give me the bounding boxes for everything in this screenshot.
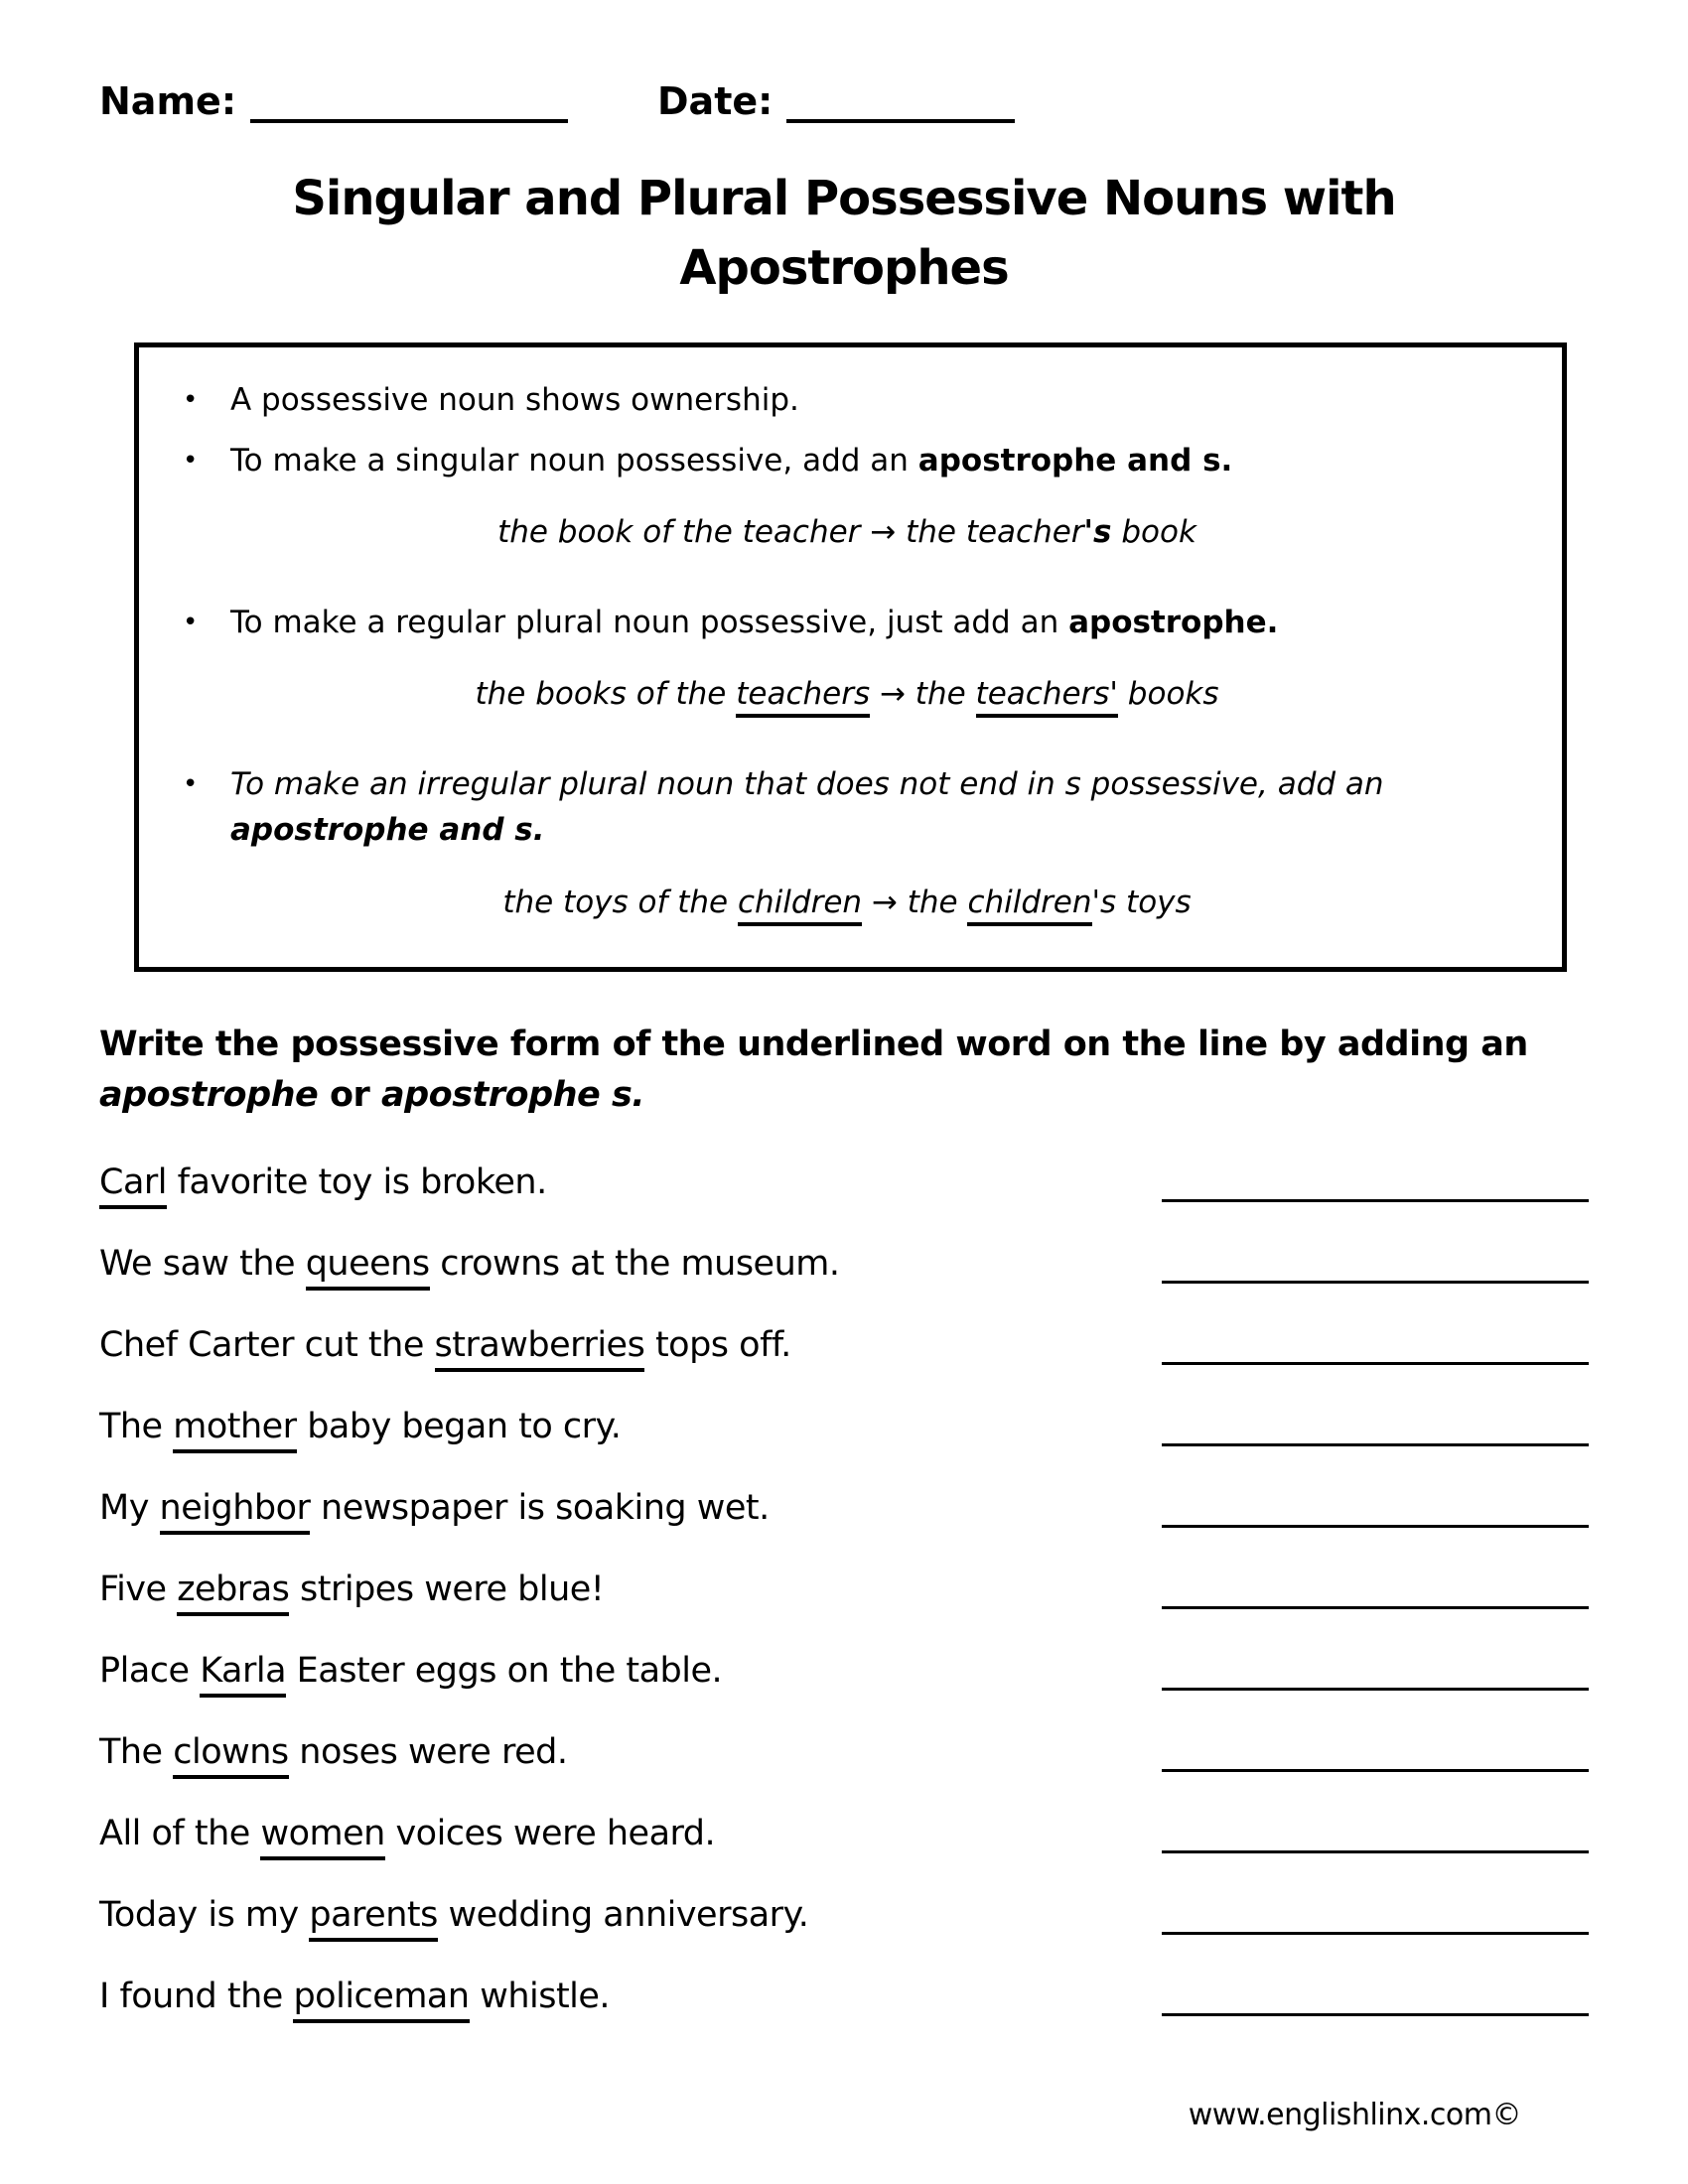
sentence-text	[99, 1732, 567, 1772]
exercise-row	[99, 1567, 1589, 1609]
underlined-word: women	[260, 1814, 384, 1860]
underlined-word: teachers	[736, 676, 870, 718]
text-segment: A possessive noun shows ownership.	[230, 382, 799, 419]
bullet-icon: •	[183, 768, 199, 799]
text-segment: Today is my	[99, 1894, 310, 1935]
text-segment: My	[99, 1487, 160, 1528]
underlined-word: parents	[309, 1895, 437, 1942]
text-segment: Write the possessive form of the underlined word on the line by adding an	[99, 1024, 1528, 1065]
exercise-row	[99, 1404, 1589, 1446]
text-segment: the books of the	[475, 676, 737, 713]
sentence-text	[99, 1162, 547, 1202]
text-segment: To make a singular noun possessive, add an	[230, 442, 918, 478]
header-row	[99, 79, 1589, 123]
exercise-list	[99, 1160, 1589, 2016]
text-segment: baby began to cry.	[296, 1406, 622, 1446]
underlined-word: queens	[306, 1244, 430, 1291]
footer-credit: www.englishlinx.com©	[1188, 2098, 1521, 2132]
text-segment: the toys of the	[502, 884, 738, 920]
text-segment: apostrophe and s.	[917, 442, 1233, 478]
sentence-text	[99, 1325, 791, 1365]
text-segment: We saw the	[99, 1243, 306, 1284]
date-label: Date:	[657, 79, 774, 123]
rule-example	[177, 880, 1517, 926]
exercise-row	[99, 1892, 1589, 1935]
underlined-word: mother	[173, 1407, 296, 1453]
answer-line[interactable]	[1162, 1892, 1589, 1935]
rule-example	[177, 671, 1517, 718]
bullet-icon: •	[183, 445, 199, 476]
text-segment: wedding anniversary.	[437, 1894, 809, 1935]
rule-text	[230, 377, 1517, 424]
text-segment: The	[99, 1406, 174, 1446]
sentence-text	[99, 1244, 840, 1284]
answer-line[interactable]	[1162, 1160, 1589, 1202]
name-field-group	[99, 79, 568, 123]
answer-line[interactable]	[1162, 1974, 1589, 2016]
underlined-word: strawberries	[435, 1325, 645, 1372]
text-segment: books	[1117, 676, 1219, 713]
text-segment: → the	[862, 884, 968, 920]
text-segment: stripes were blue!	[289, 1569, 605, 1609]
exercise-instructions	[99, 1020, 1529, 1121]
text-segment: All of the	[99, 1813, 261, 1853]
bullet-icon: •	[183, 607, 199, 637]
sentence-text	[99, 1814, 715, 1853]
text-segment: Place	[99, 1650, 201, 1691]
text-segment: 's	[1083, 514, 1112, 551]
name-input-line[interactable]	[250, 85, 568, 123]
answer-line[interactable]	[1162, 1241, 1589, 1284]
rule-text	[230, 600, 1517, 646]
sentence-text	[99, 1977, 610, 2016]
sentence-text	[99, 1407, 621, 1446]
text-segment: I found the	[99, 1976, 294, 2016]
underlined-word: Karla	[200, 1651, 286, 1698]
exercise-row	[99, 1160, 1589, 1202]
answer-line[interactable]	[1162, 1404, 1589, 1446]
page-title-line2: Apostrophes	[679, 239, 1009, 296]
text-segment: voices were heard.	[384, 1813, 716, 1853]
underlined-word: teachers'	[976, 676, 1118, 718]
text-segment: favorite toy is broken.	[167, 1161, 547, 1202]
exercise-row	[99, 1974, 1589, 2016]
text-segment: Easter eggs on the table.	[286, 1650, 723, 1691]
underlined-word: clowns	[173, 1732, 288, 1779]
rule-bullet	[177, 600, 1517, 646]
text-segment: apostrophe.	[1068, 604, 1279, 640]
sentence-text	[99, 1895, 808, 1935]
bullet-icon: •	[183, 385, 199, 416]
underlined-word: children	[738, 885, 862, 926]
rule-bullet	[177, 761, 1517, 854]
text-segment: 's toys	[1091, 884, 1192, 920]
rule-text	[230, 761, 1517, 854]
exercise-row	[99, 1485, 1589, 1528]
rule-bullet	[177, 438, 1517, 484]
text-segment: noses were red.	[288, 1731, 568, 1772]
text-segment: → the	[870, 676, 976, 713]
answer-line[interactable]	[1162, 1322, 1589, 1365]
exercise-row	[99, 1811, 1589, 1853]
text-segment: To make a regular plural noun possessive, just add an	[230, 604, 1069, 640]
text-segment: apostrophe and s.	[230, 812, 545, 849]
exercise-row	[99, 1241, 1589, 1284]
exercise-row	[99, 1648, 1589, 1691]
sentence-text	[99, 1570, 604, 1609]
exercise-row	[99, 1322, 1589, 1365]
date-field-group	[657, 79, 1015, 123]
answer-line[interactable]	[1162, 1648, 1589, 1691]
underlined-word: Carl	[99, 1162, 167, 1209]
rule-text	[230, 438, 1517, 484]
page-title-line1: Singular and Plural Possessive Nouns with	[292, 171, 1396, 226]
text-segment: The	[99, 1731, 174, 1772]
answer-line[interactable]	[1162, 1485, 1589, 1528]
text-segment: book	[1111, 514, 1196, 551]
name-label: Name:	[99, 79, 237, 123]
page-title	[99, 165, 1589, 303]
sentence-text	[99, 1651, 722, 1691]
underlined-word: children	[967, 885, 1091, 926]
text-segment: apostrophe s.	[380, 1074, 645, 1115]
rule-example	[177, 509, 1517, 556]
sentence-text	[99, 1488, 770, 1528]
text-segment: the book of the teacher → the teacher	[497, 514, 1084, 551]
answer-line[interactable]	[1162, 1567, 1589, 1609]
text-segment: or	[318, 1074, 381, 1115]
underlined-word: neighbor	[160, 1488, 311, 1535]
date-input-line[interactable]	[786, 85, 1015, 123]
text-segment: crowns at the museum.	[429, 1243, 840, 1284]
rules-box	[134, 342, 1567, 972]
rule-bullet	[177, 377, 1517, 424]
text-segment: Five	[99, 1569, 178, 1609]
text-segment: Chef Carter cut the	[99, 1324, 435, 1365]
answer-line[interactable]	[1162, 1811, 1589, 1853]
answer-line[interactable]	[1162, 1729, 1589, 1772]
text-segment: tops off.	[644, 1324, 791, 1365]
exercise-row	[99, 1729, 1589, 1772]
underlined-word: zebras	[177, 1570, 289, 1616]
underlined-word: policeman	[293, 1977, 469, 2023]
text-segment: apostrophe	[99, 1074, 319, 1115]
text-segment: whistle.	[469, 1976, 611, 2016]
text-segment: newspaper is soaking wet.	[310, 1487, 770, 1528]
text-segment: To make an irregular plural noun that does not end in s possessive, add an	[230, 765, 1384, 802]
